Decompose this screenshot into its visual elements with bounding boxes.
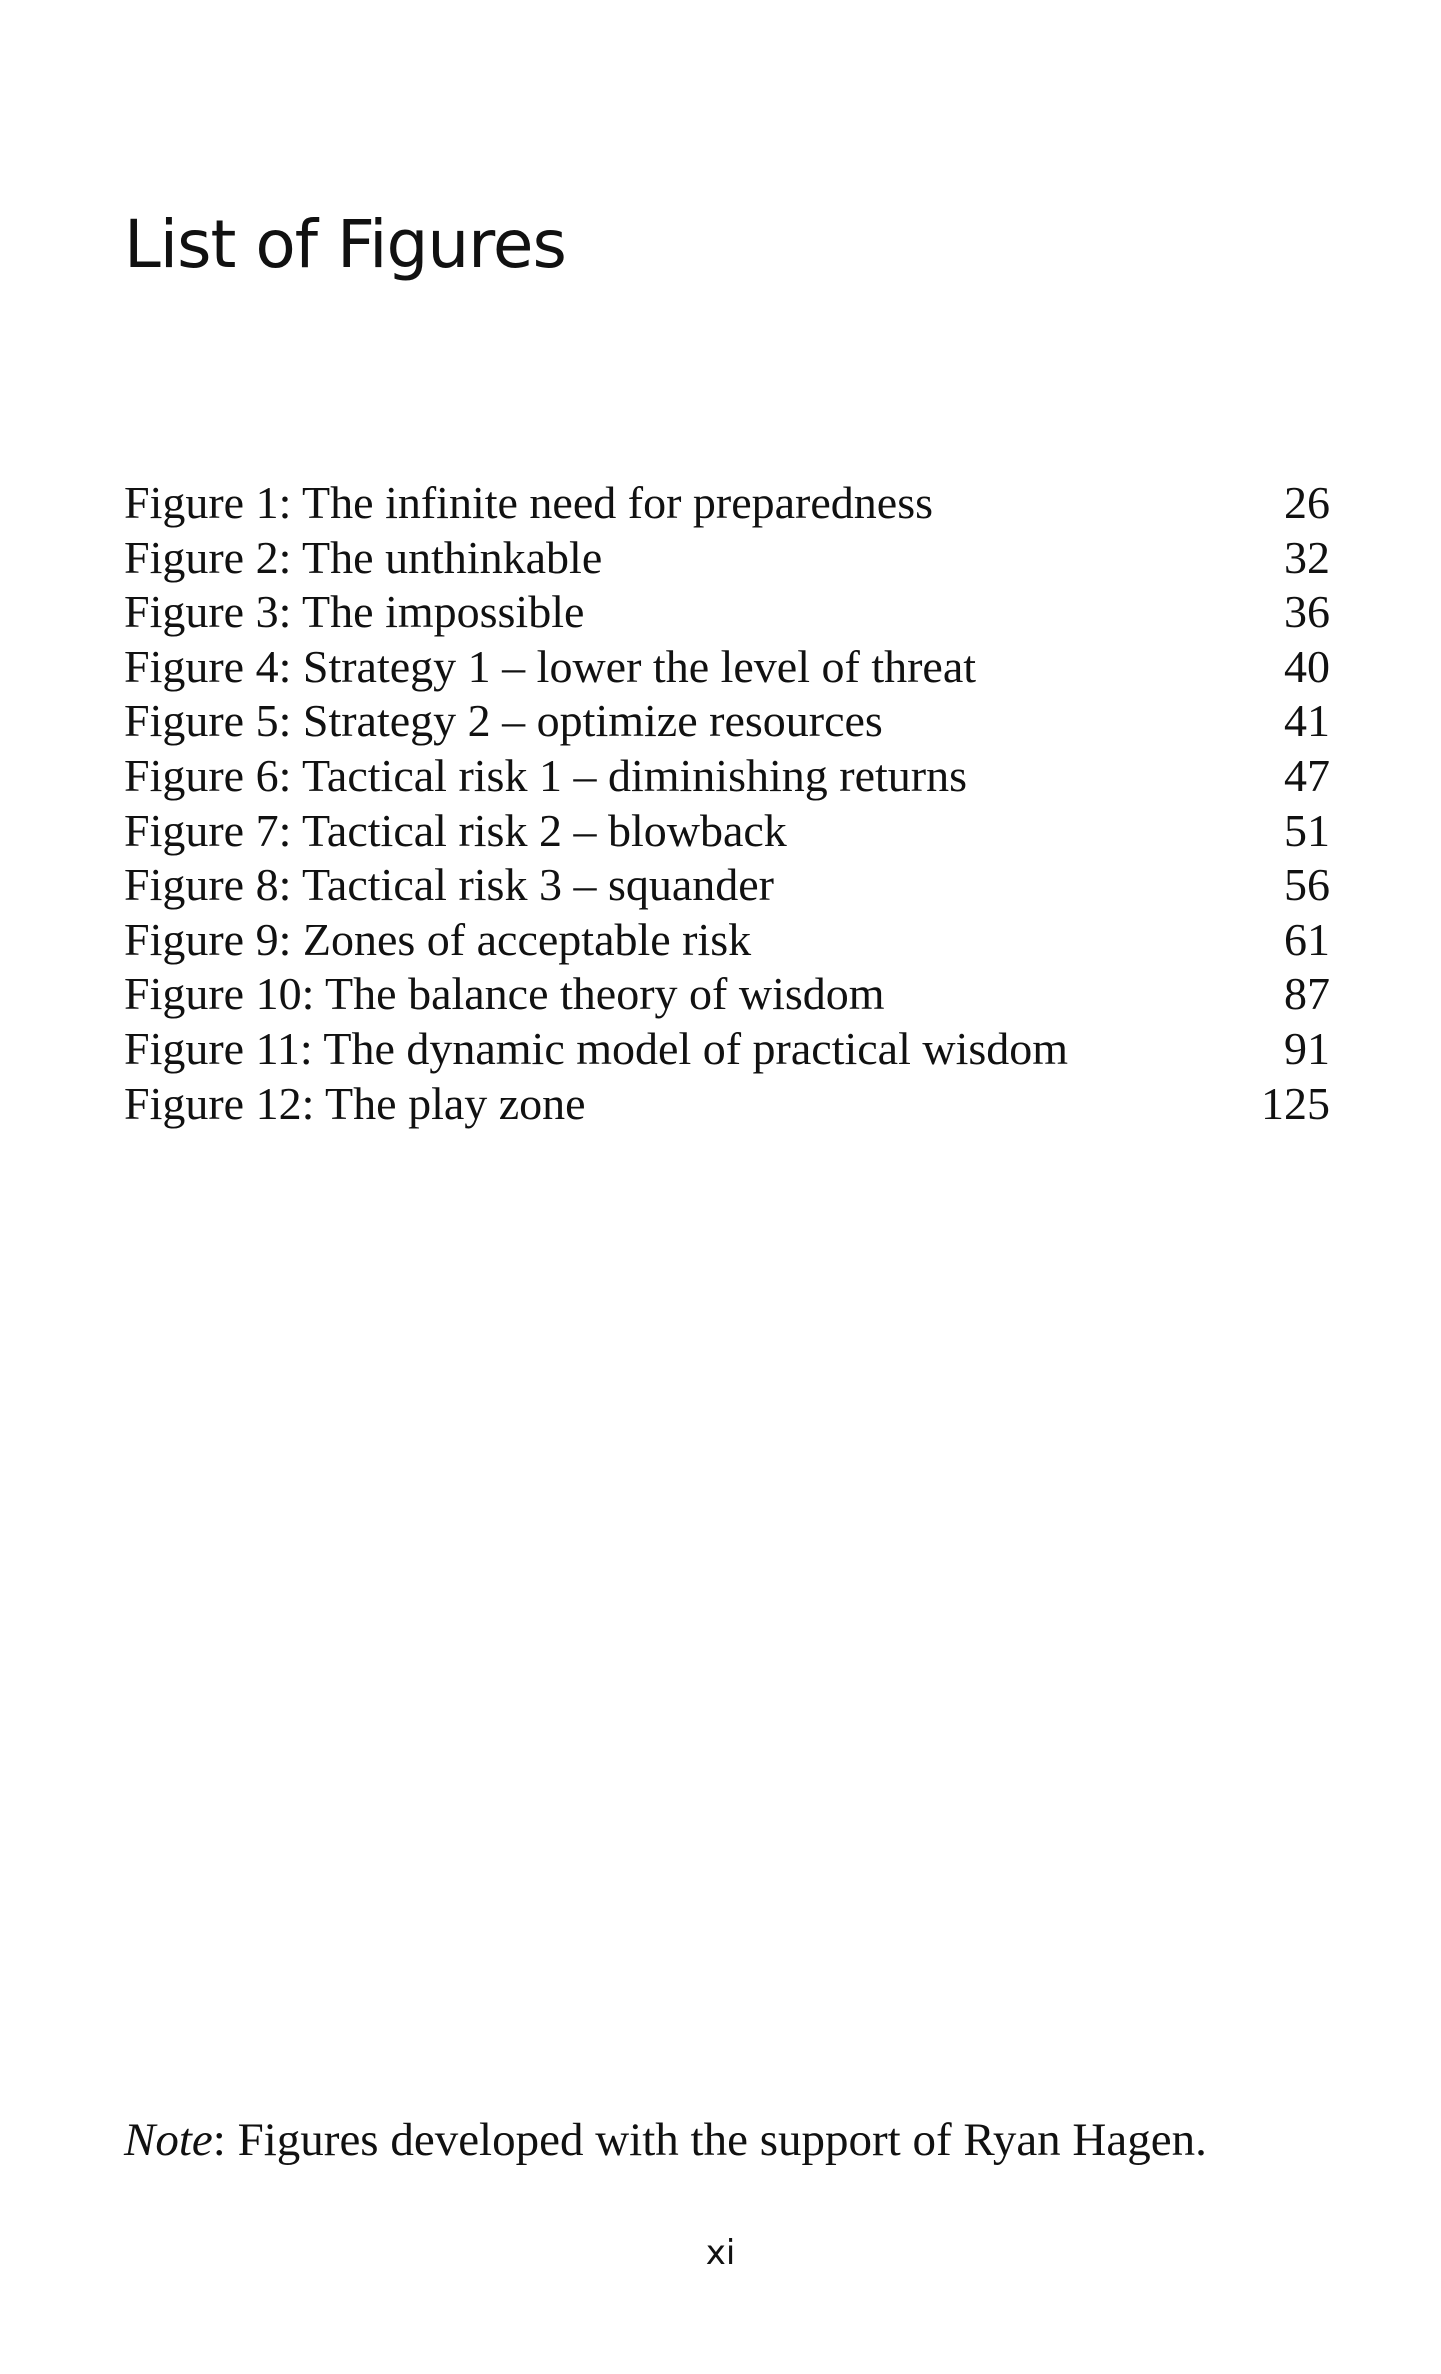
figure-page-number: 87 (1284, 968, 1330, 1020)
figures-note (124, 2110, 1207, 2170)
figure-title: Figure 2: The unthinkable (124, 531, 603, 583)
list-item (124, 913, 1330, 968)
figure-title: Figure 10: The balance theory of wisdom (124, 968, 885, 1020)
list-item (124, 694, 1330, 749)
figure-title: Figure 8: Tactical risk 3 – squander (124, 859, 774, 911)
figure-title: Figure 3: The impossible (124, 586, 585, 638)
figure-page-number: 56 (1284, 859, 1330, 911)
list-item (124, 749, 1330, 804)
figure-title: Figure 9: Zones of acceptable risk (124, 913, 752, 965)
figure-page-number: 26 (1284, 477, 1330, 528)
figure-title: Figure 6: Tactical risk 1 – diminishing returns (124, 749, 967, 801)
figure-page-number: 125 (1261, 1077, 1330, 1129)
figure-page-number: 51 (1284, 804, 1330, 856)
figure-title: Figure 5: Strategy 2 – optimize resources (124, 695, 883, 747)
figure-page-number: 40 (1284, 640, 1330, 692)
list-item (124, 858, 1330, 913)
list-item (124, 967, 1330, 1022)
figure-title: Figure 12: The play zone (124, 1077, 586, 1129)
figure-page-number: 47 (1284, 749, 1330, 801)
list-item (124, 531, 1330, 586)
figure-title: Figure 11: The dynamic model of practical wisdom (124, 1022, 1069, 1074)
figure-page-number: 41 (1284, 695, 1330, 747)
list-item (124, 585, 1330, 640)
list-item (124, 1022, 1330, 1077)
page-title: List of Figures (124, 206, 566, 283)
page-number: xi (705, 2233, 736, 2273)
figure-page-number: 36 (1284, 586, 1330, 638)
list-item (124, 804, 1330, 859)
figure-title: Figure 7: Tactical risk 2 – blowback (124, 804, 787, 856)
figure-page-number: 61 (1284, 913, 1330, 965)
figure-title: Figure 4: Strategy 1 – lower the level of threat (124, 640, 977, 692)
list-item (124, 1077, 1330, 1132)
figure-page-number: 91 (1284, 1022, 1330, 1074)
list-item (124, 476, 1330, 531)
list-item (124, 640, 1330, 695)
note-text: : Figures developed with the support of Ryan Hagen. (212, 2114, 1207, 2166)
figure-list (124, 476, 1330, 1131)
figure-page-number: 32 (1284, 531, 1330, 583)
note-label: Note (124, 2114, 213, 2166)
figure-title: Figure 1: The infinite need for preparedness (124, 477, 933, 528)
